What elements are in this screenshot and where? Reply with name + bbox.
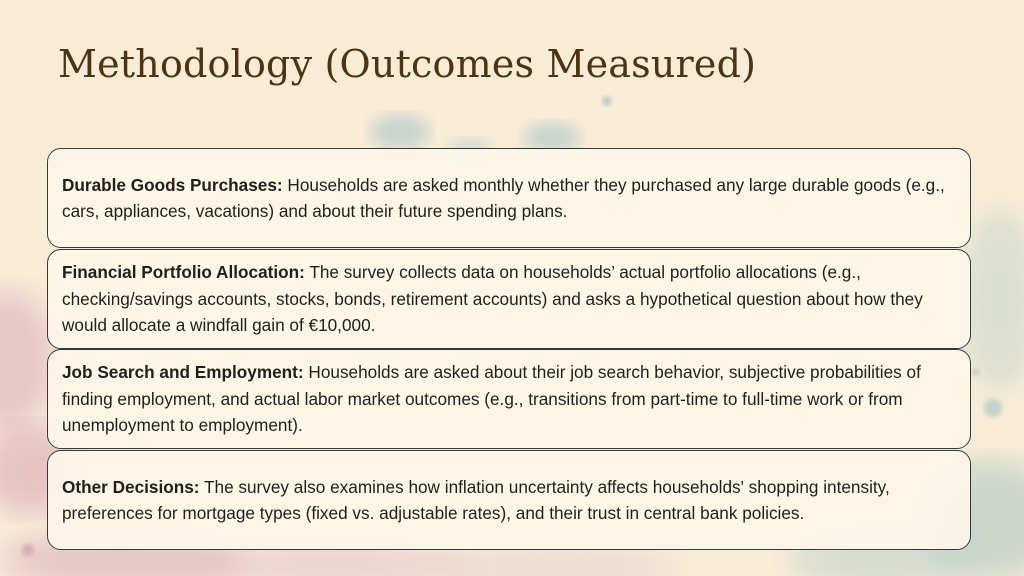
other-decisions-heading: Other Decisions:: [62, 476, 200, 497]
other-decisions-text: [62, 474, 956, 527]
job-search-heading: Job Search and Employment:: [62, 362, 304, 383]
portfolio-allocation-text: [62, 259, 956, 339]
portfolio-allocation-body: The survey collects data on households’ actual portfolio allocations (e.g., checking/savings accounts, stocks, bonds, retirement accounts) and asks a hypothetical question about how they would allocate a windfall gain of €10,000.: [62, 262, 923, 336]
job-search-card: [47, 349, 971, 449]
page-title: Methodology (Outcomes Measured): [58, 42, 757, 86]
portfolio-allocation-heading: Financial Portfolio Allocation:: [62, 262, 305, 283]
durable-goods-body: Households are asked monthly whether they purchased any large durable goods (e.g., cars, appliances, vacations) and about their future spending plans.: [62, 174, 945, 221]
job-search-text: [62, 359, 956, 439]
durable-goods-heading: Durable Goods Purchases:: [62, 174, 283, 195]
other-decisions-card: [47, 450, 971, 550]
job-search-body: Households are asked about their job search behavior, subjective probabilities of finding employment, and actual labor market outcomes (e.g., transitions from part-time to full-time work or from unemployment to employment).: [62, 362, 921, 436]
portfolio-allocation-card: [47, 249, 971, 349]
durable-goods-card: [47, 148, 971, 248]
other-decisions-body: The survey also examines how inflation uncertainty affects households' shopping intensity, preferences for mortgage types (fixed vs. adjustable rates), and their trust in central bank policies.: [62, 476, 890, 523]
durable-goods-text: [62, 172, 956, 225]
